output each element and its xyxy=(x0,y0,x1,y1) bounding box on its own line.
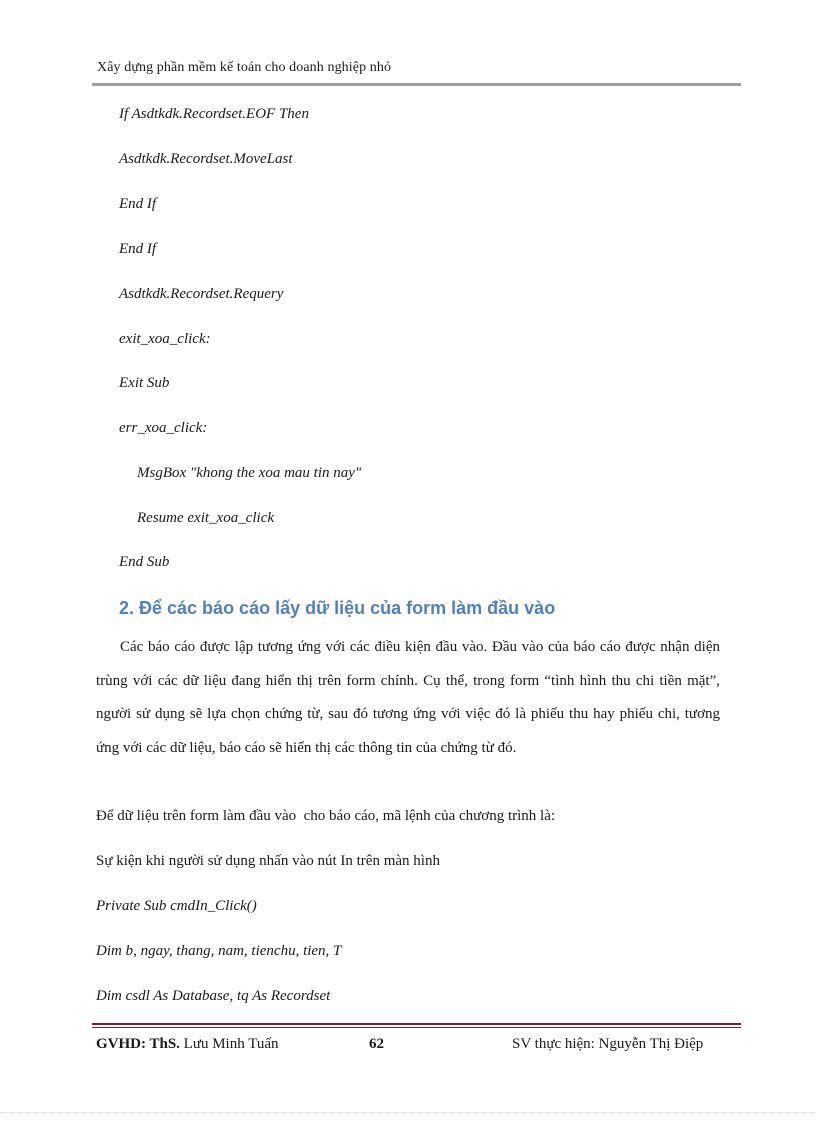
code-line: Asdtkdk.Recordset.MoveLast xyxy=(119,151,293,167)
code-line: Dim csdl As Database, tq As Recordset xyxy=(96,988,331,1004)
code-line: err_xoa_click: xyxy=(119,420,208,436)
page-bottom-edge xyxy=(0,1112,816,1113)
footer-advisor-name: Lưu Minh Tuấn xyxy=(179,1036,279,1052)
code-line: If Asdtkdk.Recordset.EOF Then xyxy=(119,106,309,122)
code-line: End Sub xyxy=(119,554,170,570)
footer-advisor-label: GVHD: ThS. xyxy=(96,1036,180,1052)
code-line: Exit Sub xyxy=(119,375,170,391)
section-heading: 2. Để các báo cáo lấy dữ liệu của form làm đầu vào xyxy=(119,598,556,618)
code-line: Private Sub cmdIn_Click() xyxy=(96,898,257,914)
code-line: End If xyxy=(119,241,157,257)
footer-divider xyxy=(92,1023,741,1025)
code-line: MsgBox "khong the xoa mau tin nay" xyxy=(137,465,362,481)
intro-line: Để dữ liệu trên form làm đầu vào cho báo cáo, mã lệnh của chương trình là: xyxy=(96,808,556,824)
code-line: exit_xoa_click: xyxy=(119,331,211,347)
footer-advisor xyxy=(96,1036,279,1053)
code-line: Asdtkdk.Recordset.Requery xyxy=(119,286,284,302)
running-header-title: Xây dựng phần mềm kế toán cho doanh nghiệp nhỏ xyxy=(97,60,392,75)
page-number: 62 xyxy=(369,1036,384,1052)
footer-student: SV thực hiện: Nguyễn Thị Điệp xyxy=(512,1036,704,1052)
code-line: End If xyxy=(119,196,157,212)
code-line: Dim b, ngay, thang, nam, tienchu, tien, T xyxy=(96,943,342,959)
header-divider xyxy=(92,83,741,86)
event-description-line: Sự kiện khi người sử dụng nhấn vào nút In trên màn hình xyxy=(96,853,440,869)
code-line: Resume exit_xoa_click xyxy=(137,510,275,526)
section-paragraph: Các báo cáo được lập tương ứng với các điều kiện đầu vào. Đầu vào của báo cáo được nhận diện trùng với các dữ liệu đang hiển thị trên form chính. Cụ thể, trong form “tình hình thu chi tiền mặt”, người sử dụng sẽ lựa chọn chứng từ, sau đó tương ứng với việc đó là phiếu thu hay phiếu chi, tương ứng với các dữ liệu, báo cáo sẽ hiển thị các thông tin của chứng từ đó. xyxy=(96,639,720,756)
footer-divider-thin xyxy=(92,1027,741,1028)
